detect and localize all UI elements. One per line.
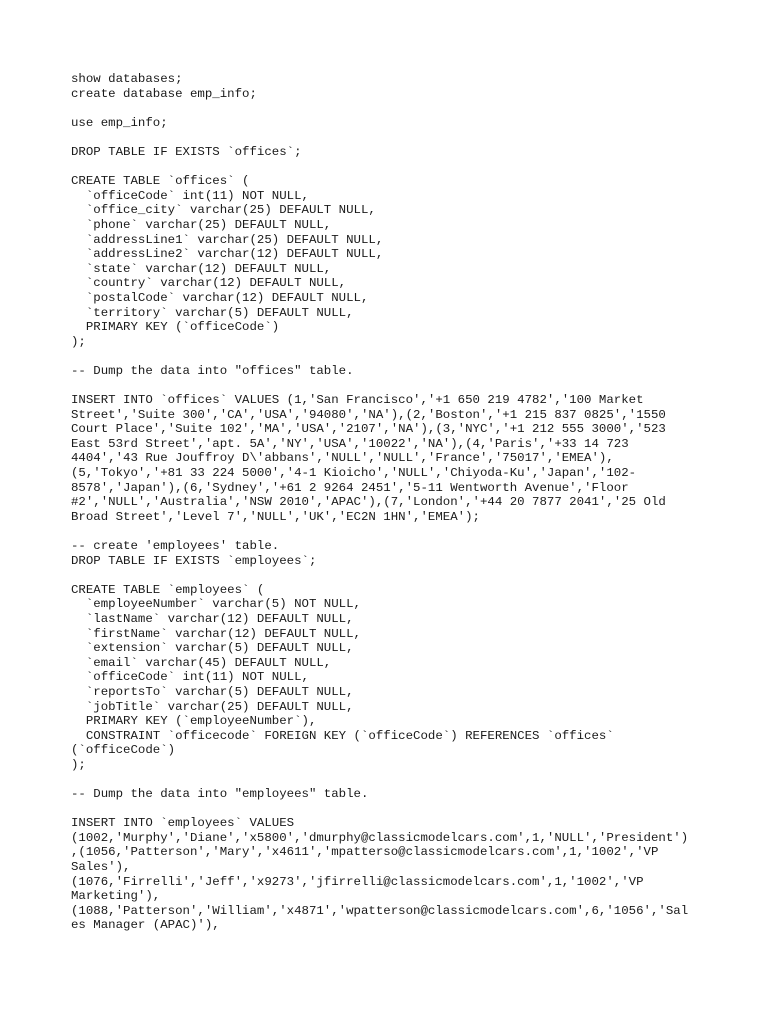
code-line: es Manager (APAC)'), <box>71 918 220 933</box>
code-line: `reportsTo` varchar(5) DEFAULT NULL, <box>71 684 354 699</box>
code-line: (`officeCode`) <box>71 743 176 758</box>
sql-code-block <box>71 72 731 933</box>
code-line: create database emp_info; <box>71 86 257 101</box>
code-line: CONSTRAINT `officecode` FOREIGN KEY (`officeCode`) REFERENCES `offices` <box>71 728 614 743</box>
blank-line <box>71 802 731 817</box>
code-line: CREATE TABLE `offices` ( <box>71 174 250 189</box>
blank-line <box>71 349 731 364</box>
code-line: `lastName` varchar(12) DEFAULT NULL, <box>71 611 354 626</box>
code-line: -- Dump the data into "employees" table. <box>71 787 369 802</box>
code-line: `email` varchar(45) DEFAULT NULL, <box>71 655 332 670</box>
code-line: `office_city` varchar(25) DEFAULT NULL, <box>71 203 376 218</box>
code-line: INSERT INTO `offices` VALUES (1,'San Francisco','+1 650 219 4782','100 Market <box>71 393 644 408</box>
code-line: `officeCode` int(11) NOT NULL, <box>71 188 309 203</box>
code-line: (5,'Tokyo','+81 33 224 5000','4-1 Kioicho','NULL','Chiyoda-Ku','Japan','102- <box>71 466 637 481</box>
code-line: -- Dump the data into "offices" table. <box>71 363 354 378</box>
code-line: use emp_info; <box>71 115 168 130</box>
code-line: show databases; <box>71 72 183 86</box>
code-line: (1088,'Patterson','William','x4871','wpatterson@classicmodelcars.com',6,'1056','Sal <box>71 903 689 918</box>
code-line: `officeCode` int(11) NOT NULL, <box>71 670 309 685</box>
blank-line <box>71 773 731 788</box>
code-line: Sales'), <box>71 860 131 875</box>
code-line: CREATE TABLE `employees` ( <box>71 582 265 597</box>
code-line: #2','NULL','Australia','NSW 2010','APAC'),(7,'London','+44 20 7877 2041','25 Old <box>71 495 666 510</box>
code-line: (1076,'Firrelli','Jeff','x9273','jfirrelli@classicmodelcars.com',1,'1002','VP <box>71 874 644 889</box>
code-line: East 53rd Street','apt. 5A','NY','USA','10022','NA'),(4,'Paris','+33 14 723 <box>71 436 629 451</box>
code-line: ,(1056,'Patterson','Mary','x4611','mpatterso@classicmodelcars.com',1,'1002','VP <box>71 845 659 860</box>
code-line: `country` varchar(12) DEFAULT NULL, <box>71 276 347 291</box>
blank-line <box>71 130 731 145</box>
code-line: -- create 'employees' table. <box>71 539 280 553</box>
blank-line <box>71 160 731 175</box>
code-line: ); <box>71 334 86 349</box>
code-line: `firstName` varchar(12) DEFAULT NULL, <box>71 626 361 641</box>
code-line: `postalCode` varchar(12) DEFAULT NULL, <box>71 290 369 305</box>
code-line: Court Place','Suite 102','MA','USA','2107','NA'),(3,'NYC','+1 212 555 3000','523 <box>71 422 666 437</box>
code-line: `state` varchar(12) DEFAULT NULL, <box>71 261 332 276</box>
blank-line <box>71 524 731 539</box>
code-line: `jobTitle` varchar(25) DEFAULT NULL, <box>71 699 354 714</box>
code-line: PRIMARY KEY (`employeeNumber`), <box>71 714 317 729</box>
code-line: INSERT INTO `employees` VALUES <box>71 816 295 831</box>
code-line: `phone` varchar(25) DEFAULT NULL, <box>71 217 332 232</box>
code-line: DROP TABLE IF EXISTS `employees`; <box>71 553 317 568</box>
code-line: DROP TABLE IF EXISTS `offices`; <box>71 144 302 159</box>
code-line: Marketing'), <box>71 889 161 904</box>
code-line: ); <box>71 757 86 772</box>
code-line: Broad Street','Level 7','NULL','UK','EC2N 1HN','EMEA'); <box>71 509 480 524</box>
code-line: `addressLine1` varchar(25) DEFAULT NULL, <box>71 232 384 247</box>
document-page <box>71 72 731 933</box>
code-line: PRIMARY KEY (`officeCode`) <box>71 320 280 335</box>
code-line: (1002,'Murphy','Diane','x5800','dmurphy@classicmodelcars.com',1,'NULL','President') <box>71 830 689 845</box>
blank-line <box>71 378 731 393</box>
blank-line <box>71 568 731 583</box>
code-line: `extension` varchar(5) DEFAULT NULL, <box>71 641 354 656</box>
blank-line <box>71 101 731 116</box>
code-line: 8578','Japan'),(6,'Sydney','+61 2 9264 2451','5-11 Wentworth Avenue','Floor <box>71 480 629 495</box>
code-line: `addressLine2` varchar(12) DEFAULT NULL, <box>71 247 384 262</box>
code-line: `territory` varchar(5) DEFAULT NULL, <box>71 305 354 320</box>
code-line: 4404','43 Rue Jouffroy D\'abbans','NULL','NULL','France','75017','EMEA'), <box>71 451 614 466</box>
code-line: Street','Suite 300','CA','USA','94080','NA'),(2,'Boston','+1 215 837 0825','1550 <box>71 407 666 422</box>
code-line: `employeeNumber` varchar(5) NOT NULL, <box>71 597 361 612</box>
